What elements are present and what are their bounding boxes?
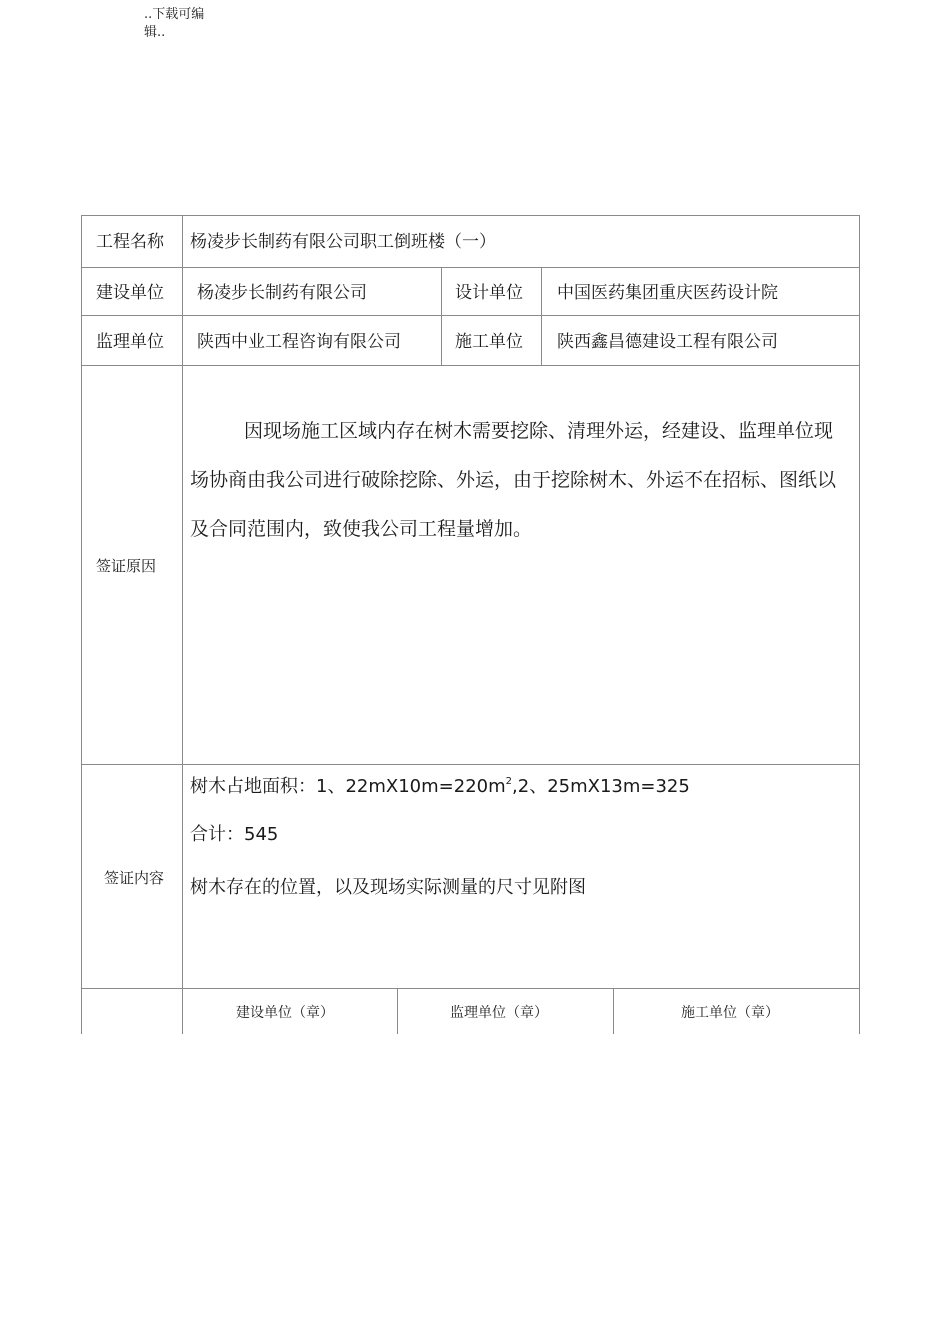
- col-border: [81, 215, 82, 1034]
- reason-text: 因现场施工区域内存在树木需要挖除、清理外运，经建设、监理单位现场协商由我公司进行破除挖除、外运，由于挖除树木、外运不在招标、图纸以及合同范围内，致使我公司工程量增加。: [190, 420, 837, 540]
- col-border: [397, 988, 398, 1034]
- contractor-value: 陕西鑫昌德建设工程有限公司: [557, 332, 778, 352]
- designer-label: 设计单位: [455, 283, 523, 303]
- row-border: [81, 764, 860, 765]
- content-label: 签证内容: [104, 869, 165, 887]
- col-border: [182, 215, 183, 1034]
- row-border: [81, 988, 860, 989]
- col-border: [613, 988, 614, 1034]
- content-line-total: 合计：545: [190, 824, 279, 845]
- stamp-supervisor-label: 监理单位（章）: [450, 1005, 548, 1021]
- row-border: [81, 267, 860, 268]
- contractor-label: 施工单位: [455, 332, 523, 352]
- col-border: [541, 267, 542, 365]
- reason-label: 签证原因: [96, 557, 157, 575]
- designer-value: 中国医药集团重庆医药设计院: [557, 283, 778, 303]
- project-name-value: 杨凌步长制药有限公司职工倒班楼（一）: [190, 232, 496, 252]
- reason-text-block: [190, 407, 850, 554]
- supervisor-value: 陕西中业工程咨询有限公司: [197, 332, 401, 352]
- header-note: ..下载可编辑..: [144, 7, 205, 40]
- area-unit-superscript: 2: [505, 776, 513, 787]
- col-border: [859, 215, 860, 1034]
- stamp-owner-label: 建设单位（章）: [236, 1005, 334, 1021]
- supervisor-label: 监理单位: [96, 332, 164, 352]
- row-border: [81, 365, 860, 366]
- row-border: [81, 315, 860, 316]
- content-line-area: [190, 775, 690, 799]
- area-text: 树木占地面积：1、22mX10m=220m: [190, 776, 506, 797]
- project-name-label: 工程名称: [96, 232, 164, 252]
- col-border: [441, 267, 442, 365]
- content-line-note: 树木存在的位置，以及现场实际测量的尺寸见附图: [190, 877, 586, 898]
- area-text-continued: ,2、25mX13m=325: [512, 776, 690, 797]
- owner-label: 建设单位: [96, 283, 164, 303]
- owner-value: 杨凌步长制药有限公司: [197, 283, 367, 303]
- stamp-contractor-label: 施工单位（章）: [681, 1005, 779, 1021]
- row-border: [81, 215, 860, 216]
